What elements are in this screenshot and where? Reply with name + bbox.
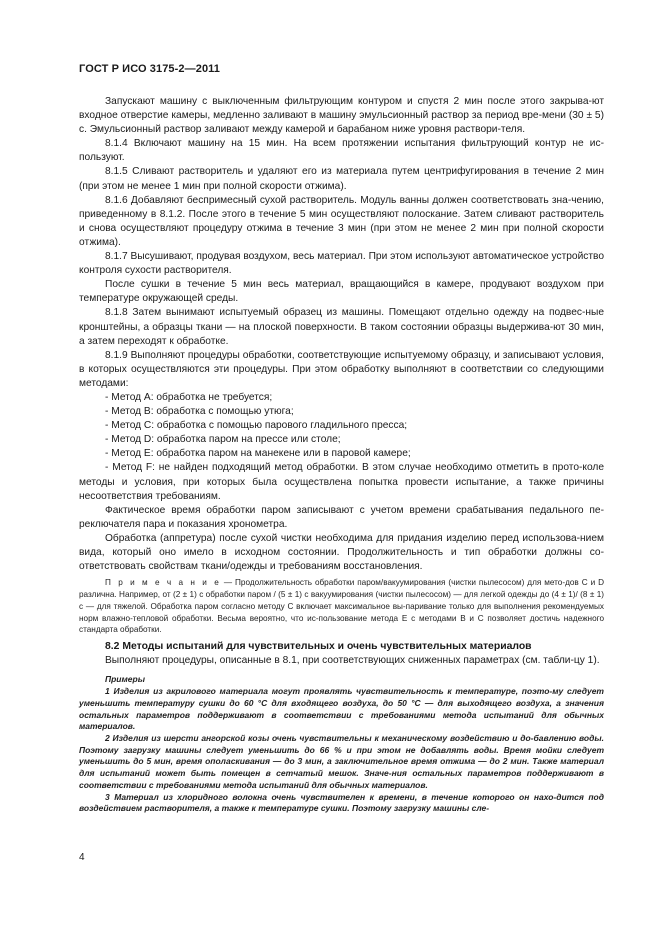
examples-title: Примеры — [105, 674, 145, 685]
method-list-item: - Метод Е: обработка паром на манекене или в паровой камере; — [105, 448, 411, 460]
paragraph: 8.1.4 Включают машину на 15 мин. На всем протяжении испытания фильтрующий контур не ис-пользуют. — [79, 138, 604, 164]
paragraph: 8.1.9 Выполняют процедуры обработки, соответствующие испытуемому образцу, и записывают условия, в которых осуществляются эти процедуры. При этом обработку выполняют в соответствии со следующими методами: — [79, 349, 604, 389]
paragraph: 8.1.8 Затем вынимают испытуемый образец из машины. Помещают отдельно одежду на подвес-ные кронштейны, а образцы ткани — на плоской поверхности. В таком состоянии образцы выдержива-ют 30 мин, а затем переходят к обработке. — [79, 307, 604, 347]
note-text: — Продолжительность обработки паром/вакуумирования (чистки пылесосом) для мето-дов С и D различна. Например, от (2 ± 1) с обработки паром / (5 ± 1) с вакуумирования (чистки пылесосом) — для легкой одежды до (4 ± 1)/ (8 ± 1) с — для тяжелой. Обработка паром согласно методу С включает максимальное вы-паривание только для выполнения рекомендуемых норм влажно-тепловой обработки. Весьма вероятно, что ис-пользование метода Е с методами В и С позволяет достичь надежного стандарта обработки. — [79, 578, 605, 635]
paragraph: После сушки в течение 5 мин весь материал, вращающийся в камере, продувают воздухом при температуре окружающей среды. — [79, 279, 604, 305]
example-item: 3 Материал из хлоридного волокна очень чувствителен к времени, в течение которого он нахо-дится под воздействием растворителя, а также к температуре сушки. Поэтому загрузку машины сле- — [79, 791, 604, 814]
example-item: 2 Изделия из шерсти ангорской козы очень чувствительны к механическому воздействию и до-бавлению воды. Поэтому загрузку машины следует уменьшить до 66 % и при этом не добавлять воды. Время мойки следует уменьшить до 5 мин, время ополаскивания — до 3 мин, а заключительное время отжима — до 2 мин. Также материал для испытаний может быть помещен в сетчатый мешок. Значе-ния остальных параметров поддерживают в соответствии с требованиями метода испытаний для обычных материалов. — [79, 732, 604, 790]
paragraph: 8.1.7 Высушивают, продувая воздухом, весь материал. При этом используют автоматическое устройство контроля сухости растворителя. — [79, 251, 604, 277]
method-list-item: - Метод В: обработка с помощью утюга; — [105, 406, 294, 418]
document-body — [79, 95, 604, 815]
paragraph: Выполняют процедуры, описанные в 8.1, при соответствующих сниженных параметрах (см. табли-цу 1). — [105, 655, 600, 667]
note — [79, 577, 604, 636]
section-heading: 8.2 Методы испытаний для чувствительных и очень чувствительных материалов — [105, 641, 532, 653]
page-number: 4 — [79, 852, 85, 863]
method-list-item: - Метод F: не найден подходящий метод обработки. В этом случае необходимо отметить в прото-коле методы и условия, при которых была осуществлена попытка провести испытание, а также причины несоответствия требованиям. — [79, 462, 604, 502]
paragraph: Обработка (аппретура) после сухой чистки необходима для придания изделию перед использова-нием вида, который оно имело в исходном состоянии. Продолжительность и тип обработки должны со-ответствовать свойствам ткани/одежды и требованиям восстановления. — [79, 532, 604, 573]
document-header: ГОСТ Р ИСО 3175-2—2011 — [79, 63, 220, 75]
paragraph: 8.1.5 Сливают растворитель и удаляют его из материала путем центрифугирования в течение 2 мин (при этом не менее 1 мин при полной скорости отжима). — [79, 166, 604, 192]
method-list-item: - Метод С: обработка с помощью парового гладильного пресса; — [105, 420, 408, 432]
example-item: 1 Изделия из акрилового материала могут проявлять чувствительность к температуре, поэто-му следует уменьшить температуру сушки до 60 °С для входящего воздуха, до 50 °С — для выходящего воздуха, а значения остальных параметров поддерживают в соответствии с требованиями метода испытаний для обычных материалов. — [79, 686, 604, 732]
method-list-item: - Метод А: обработка не требуется; — [105, 391, 273, 403]
note-label: П р и м е ч а н и е — [105, 578, 221, 588]
method-list-item: - Метод D: обработка паром на прессе или столе; — [105, 434, 341, 446]
paragraph: Фактическое время обработки паром записывают с учетом времени срабатывания педального пе-реключателя пара и показания хронометра. — [79, 504, 604, 530]
paragraph: 8.1.6 Добавляют беспримесный сухой растворитель. Модуль ванны должен соответствовать зна-чению, приведенному в 8.1.2. После этого в течение 5 мин осуществляют полоскание. Затем сливают растворитель и снова осуществляют процедуру отжима в течение 3 мин (при этом не менее 2 мин при полной скорости отжима). — [79, 194, 604, 248]
paragraph: Запускают машину с выключенным фильтрующим контуром и спустя 2 мин после этого закрыва-ют входное отверстие камеры, медленно заливают в машину эмульсионный раствор за период вре-мени (30 ± 5) с. Эмульсионный раствор заливают между камерой и барабаном ниже уровня раствори-теля. — [79, 96, 604, 136]
